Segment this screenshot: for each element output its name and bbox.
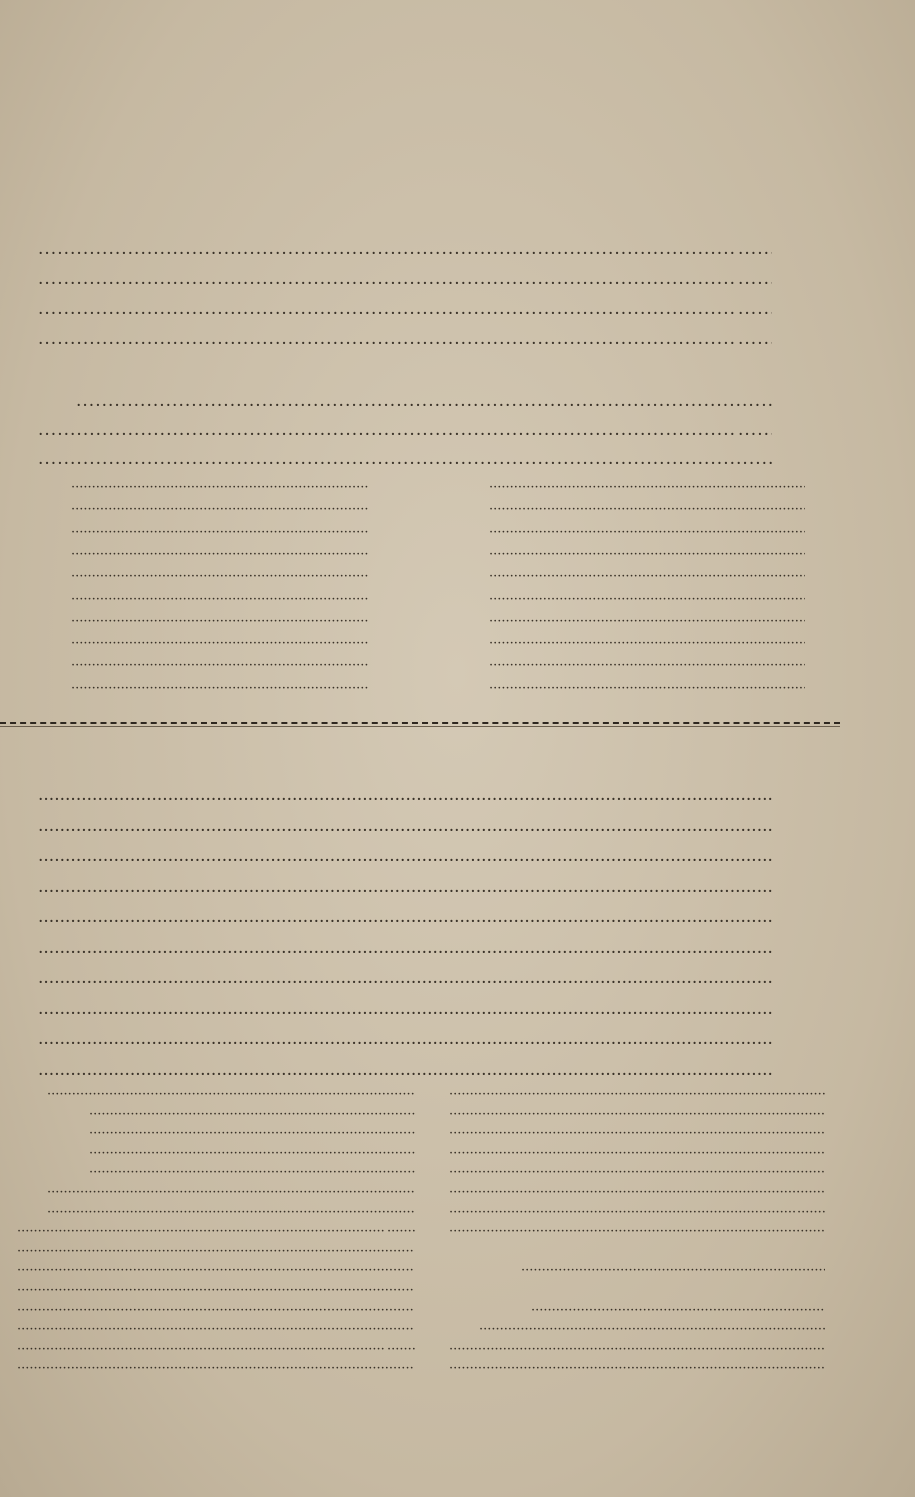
toc-entry[interactable] [36,334,800,354]
leader-dots [17,1263,415,1278]
leader-dots [449,1342,825,1357]
leader-dots [387,1342,415,1357]
next-issue-subitem[interactable] [520,1263,826,1278]
leader-dots [38,304,734,324]
leader-dots [47,1087,415,1102]
next-issue-entry[interactable] [36,1004,780,1024]
toc-entry[interactable] [36,425,800,445]
leader-dots [38,425,734,445]
leader-dots [38,274,734,294]
parts-item[interactable] [70,502,390,517]
leader-dots [489,547,805,562]
leader-dots [71,592,369,607]
toc-entry[interactable] [36,454,800,474]
leader-dots [38,821,780,841]
leader-dots [17,1342,385,1357]
leader-dots [489,592,805,607]
next-issue-subitem[interactable] [16,1342,416,1357]
parts-item[interactable] [488,614,826,629]
leader-dots [47,1205,415,1220]
parts-item[interactable] [70,636,390,651]
leader-dots [38,973,780,993]
leader-dots [489,569,805,584]
next-issue-subitem[interactable] [448,1146,826,1161]
leader-dots [38,1034,780,1054]
leader-dots [38,912,780,932]
parts-item[interactable] [70,480,390,495]
toc-entry[interactable] [36,274,800,294]
leader-dots [17,1322,415,1337]
leader-dots [449,1087,795,1102]
parts-item[interactable] [488,569,826,584]
leader-dots [797,1087,825,1102]
next-issue-subitem[interactable] [46,1087,416,1102]
next-issue-entry[interactable] [36,973,780,993]
leader-dots [449,1165,825,1180]
leader-dots [449,1185,825,1200]
next-issue-subitem[interactable] [16,1322,416,1337]
next-issue-subitem[interactable] [448,1205,826,1220]
leader-dots [738,334,772,354]
leader-dots [89,1107,415,1122]
parts-item[interactable] [488,681,826,696]
leader-dots [489,658,805,673]
leader-dots [89,1146,415,1161]
next-issue-subitem[interactable] [16,1244,416,1259]
next-issue-subitem[interactable] [16,1263,416,1278]
next-issue-entry[interactable] [36,912,780,932]
leader-dots [38,334,734,354]
next-issue-subitem[interactable] [46,1185,416,1200]
parts-item[interactable] [488,525,826,540]
leader-dots [71,614,369,629]
leader-dots [738,304,772,324]
toc-entry[interactable] [74,396,800,416]
next-issue-subitem[interactable] [448,1185,826,1200]
leader-dots [449,1126,825,1141]
next-issue-entry[interactable] [36,851,780,871]
leader-dots [71,525,369,540]
leader-dots [17,1224,385,1239]
leader-dots [17,1283,415,1298]
parts-item[interactable] [70,614,390,629]
leader-dots [479,1322,825,1337]
leader-dots [489,480,805,495]
parts-item[interactable] [70,525,390,540]
leader-dots [71,480,369,495]
leader-dots [38,1065,780,1085]
leader-dots [449,1224,825,1239]
leader-dots [47,1185,415,1200]
leader-dots [489,525,805,540]
leader-dots [38,454,772,474]
parts-item[interactable] [488,480,826,495]
next-issue-subitem[interactable] [448,1165,826,1180]
leader-dots [738,425,772,445]
next-issue-subitem[interactable] [88,1165,416,1180]
parts-item[interactable] [70,547,390,562]
leader-dots [17,1361,415,1376]
leader-dots [38,244,734,264]
leader-dots [449,1361,825,1376]
leader-dots [89,1165,415,1180]
next-issue-entry[interactable] [36,882,780,902]
leader-dots [738,274,772,294]
leader-dots [489,614,805,629]
next-issue-subitem[interactable] [448,1342,826,1357]
next-issue-subitem[interactable] [448,1126,826,1141]
section-divider [0,722,840,724]
parts-item[interactable] [70,681,390,696]
leader-dots [38,851,780,871]
next-issue-subitem[interactable] [88,1107,416,1122]
toc-entry[interactable] [36,304,800,324]
next-issue-subitem[interactable] [16,1224,416,1239]
leader-dots [489,636,805,651]
leader-dots [71,547,369,562]
next-issue-entry[interactable] [36,821,780,841]
parts-item[interactable] [70,569,390,584]
leader-dots [76,396,772,416]
next-issue-subitem[interactable] [448,1087,826,1102]
leader-dots [531,1303,825,1318]
leader-dots [71,502,369,517]
next-issue-subitem[interactable] [448,1361,826,1376]
leader-dots [521,1263,825,1278]
toc-entry[interactable] [36,244,800,264]
next-issue-subitem[interactable] [16,1361,416,1376]
leader-dots [71,681,369,696]
leader-dots [71,636,369,651]
leader-dots [38,790,780,810]
leader-dots [17,1303,415,1318]
next-issue-subitem[interactable] [88,1146,416,1161]
next-issue-subitem[interactable] [478,1322,826,1337]
leader-dots [738,244,772,264]
parts-item[interactable] [70,658,390,673]
leader-dots [17,1244,415,1259]
next-issue-subitem[interactable] [530,1303,826,1318]
leader-dots [449,1107,825,1122]
section-divider-line [0,726,840,727]
leader-dots [387,1224,415,1239]
parts-item[interactable] [488,636,826,651]
leader-dots [71,658,369,673]
leader-dots [449,1146,825,1161]
next-issue-entry[interactable] [36,1034,780,1054]
leader-dots [449,1205,795,1220]
leader-dots [489,681,805,696]
next-issue-entry[interactable] [36,943,780,963]
leader-dots [38,943,780,963]
next-issue-subitem[interactable] [448,1224,826,1239]
next-issue-subitem[interactable] [46,1205,416,1220]
parts-item[interactable] [488,592,826,607]
parts-item[interactable] [488,658,826,673]
next-issue-subitem[interactable] [448,1107,826,1122]
next-issue-subitem[interactable] [16,1283,416,1298]
leader-dots [38,882,780,902]
next-issue-entry[interactable] [36,790,780,810]
leader-dots [489,502,805,517]
parts-item[interactable] [488,547,826,562]
parts-item[interactable] [488,502,826,517]
next-issue-subitem[interactable] [88,1126,416,1141]
leader-dots [89,1126,415,1141]
leader-dots [71,569,369,584]
next-issue-entry[interactable] [36,1065,780,1085]
next-issue-subitem[interactable] [16,1303,416,1318]
parts-item[interactable] [70,592,390,607]
leader-dots [797,1205,825,1220]
leader-dots [38,1004,780,1024]
